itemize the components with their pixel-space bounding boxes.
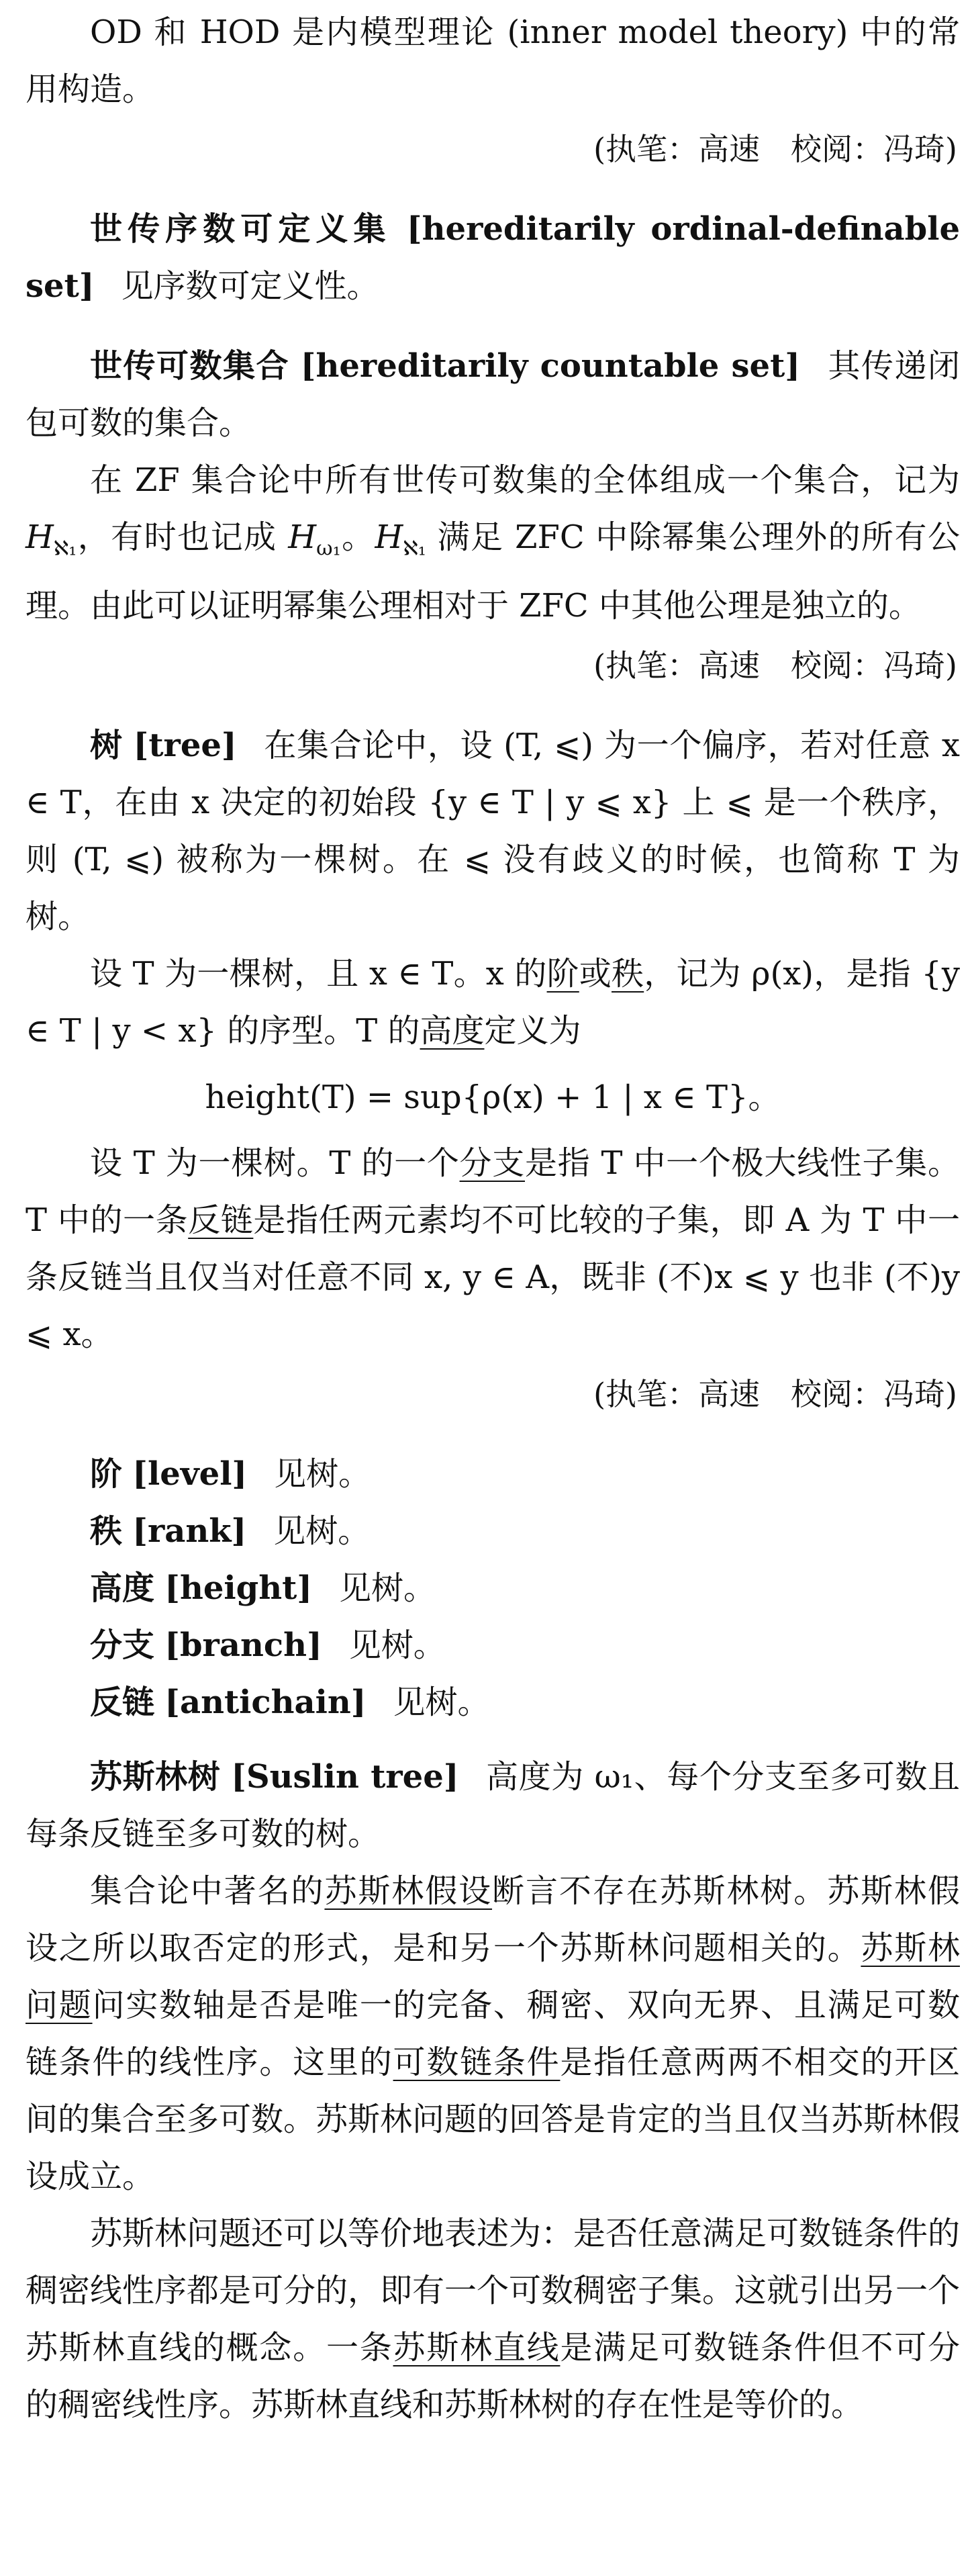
entry-definition: 其传递闭包可数的集合。 — [26, 347, 960, 442]
math-sub: ℵ₁ — [53, 537, 77, 561]
see-reference: 见树。 — [393, 1683, 490, 1721]
text-run: 满足 ZFC 中除幂集公理外的所有公理。由此可以证明幂集公理相对于 ZFC 中其他公理是独立的。 — [26, 518, 960, 625]
suslin-paragraph-3 — [26, 2205, 960, 2434]
text-run: 断言不存在苏斯林树。苏斯林假设之所以取否定的形式，是和另一个苏斯林问题相关的。 — [26, 1872, 960, 1967]
math-h: H — [288, 518, 317, 556]
term-suslin-problem: 苏斯林问题 — [26, 1929, 960, 2024]
text-run: 是指任两元素均不可比较的子集，即 A 为 T 中一条反链当且仅当对任意不同 x, y ∈ A，既非 (不)x ⩽ y 也非 (不)y ⩽ x。 — [26, 1201, 960, 1353]
term-suslin-line: 苏斯林直线 — [393, 2328, 561, 2366]
height-formula: height(T) = sup{ρ(x) + 1 | x ∈ T}。 — [205, 1078, 781, 1116]
short-entry — [26, 1617, 960, 1674]
entry-term: 世传可数集合 — [90, 347, 289, 385]
entry-english: [antichain] — [164, 1683, 367, 1721]
text-run: 定义为 — [484, 1011, 581, 1050]
math-h: H — [375, 518, 403, 556]
math-h: H — [26, 518, 54, 556]
intro-paragraph: OD 和 HOD 是内模型理论 (inner model theory) 中的常用构造。 — [26, 13, 960, 108]
entry-english: [level] — [132, 1455, 248, 1493]
signature: (执笔：高速 校阅：冯琦) — [593, 131, 957, 167]
term-height: 高度 — [420, 1011, 485, 1050]
entry-definition: 高度为 ω₁、每个分支至多可数且每条反链至多可数的树。 — [26, 1757, 960, 1853]
text-run: ，记为 ρ(x)，是指 {y ∈ T | y < x} 的序型。T 的 — [26, 954, 960, 1050]
short-entry — [26, 1503, 960, 1560]
short-entries — [26, 1446, 960, 1731]
entry-english: [hereditarily countable set] — [300, 347, 800, 385]
signature: (执笔：高速 校阅：冯琦) — [593, 647, 957, 684]
see-reference: 见树。 — [339, 1569, 436, 1607]
short-entry — [26, 1560, 960, 1617]
entry-suslin — [26, 1749, 960, 1863]
short-entry — [26, 1446, 960, 1503]
text-run: 或 — [579, 954, 612, 993]
entry-english: [rank] — [132, 1512, 247, 1550]
tree-paragraph-3 — [26, 1135, 960, 1363]
term-suslin-hypothesis: 苏斯林假设 — [324, 1872, 493, 1910]
text-run: 设 T 为一棵树，且 x ∈ T。x 的 — [90, 954, 547, 993]
signature: (执笔：高速 校阅：冯琦) — [593, 1375, 957, 1412]
entry-term: 反链 — [90, 1683, 155, 1721]
entry-english: [branch] — [164, 1626, 322, 1664]
term-ccc: 可数链条件 — [393, 2043, 561, 2081]
text-run: 问实数轴是否是唯一的完备、稠密、双向无界、且满足可数链条件的线性序。这里的 — [26, 1986, 960, 2081]
text-run: ，有时也记成 — [77, 518, 289, 556]
hc-paragraph — [26, 452, 960, 635]
entry-term: 苏斯林树 — [90, 1757, 221, 1796]
entry-term: 高度 — [90, 1569, 155, 1607]
see-reference: 见树。 — [274, 1455, 371, 1493]
entry-tree — [26, 717, 960, 946]
entry-definition: 见序数可定义性。 — [121, 267, 379, 305]
text-run: 苏斯林问题还可以等价地表述为：是否任意满足可数链条件的稠密线性序都是可分的，即有一个可数稠密子集。这就引出另一个苏斯林直线的概念。一条 — [26, 2214, 961, 2366]
entry-definition: 在集合论中，设 (T, ⩽) 为一个偏序，若对任意 x ∈ T，在由 x 决定的初始段 {y ∈ T | y ⩽ x} 上 ⩽ 是一个秩序，则 (T, ⩽) 被称为一棵树。在 ⩽ 没有歧义的时候，也简称 T 为树。 — [26, 726, 960, 935]
see-reference: 见树。 — [273, 1512, 371, 1550]
entry-hc — [26, 338, 960, 452]
text-run: 是满足可数链条件但不可分的稠密线性序。苏斯林直线和苏斯林树的存在性是等价的。 — [26, 2328, 960, 2424]
short-entry — [26, 1674, 960, 1731]
math-sub: ω₁ — [316, 537, 341, 561]
suslin-paragraph-2 — [26, 1863, 960, 2205]
term-level: 阶 — [546, 954, 579, 993]
text-run: 是指任意两两不相交的开区间的集合至多可数。苏斯林问题的回答是肯定的当且仅当苏斯林假设成立。 — [26, 2043, 961, 2195]
entry-term: 世传序数可定义集 — [90, 210, 391, 248]
entry-term: 树 — [90, 726, 123, 764]
text-run: 在 ZF 集合论中所有世传可数集的全体组成一个集合，记为 — [90, 461, 960, 499]
term-antichain: 反链 — [188, 1201, 254, 1239]
text-run: 设 T 为一棵树。T 的一个 — [90, 1144, 460, 1182]
term-branch: 分支 — [459, 1144, 525, 1182]
see-reference: 见树。 — [348, 1626, 446, 1664]
text-run: 。 — [340, 518, 375, 556]
text-run: 是指 T 中一个极大线性子集。T 中的一条 — [26, 1144, 960, 1239]
entry-english: [hereditarily ordinal-definable set] — [26, 210, 960, 305]
entry-english: [height] — [164, 1569, 313, 1607]
math-sub: ℵ₁ — [403, 537, 426, 561]
text-run: 集合论中著名的 — [90, 1872, 325, 1910]
entry-english: [Suslin tree] — [231, 1757, 459, 1796]
entry-english: [tree] — [133, 726, 237, 764]
entry-hod — [26, 201, 960, 315]
entry-term: 秩 — [90, 1512, 123, 1550]
entry-term: 分支 — [90, 1626, 155, 1664]
term-rank: 秩 — [611, 954, 644, 993]
entry-term: 阶 — [90, 1455, 123, 1493]
tree-paragraph-2 — [26, 946, 960, 1060]
